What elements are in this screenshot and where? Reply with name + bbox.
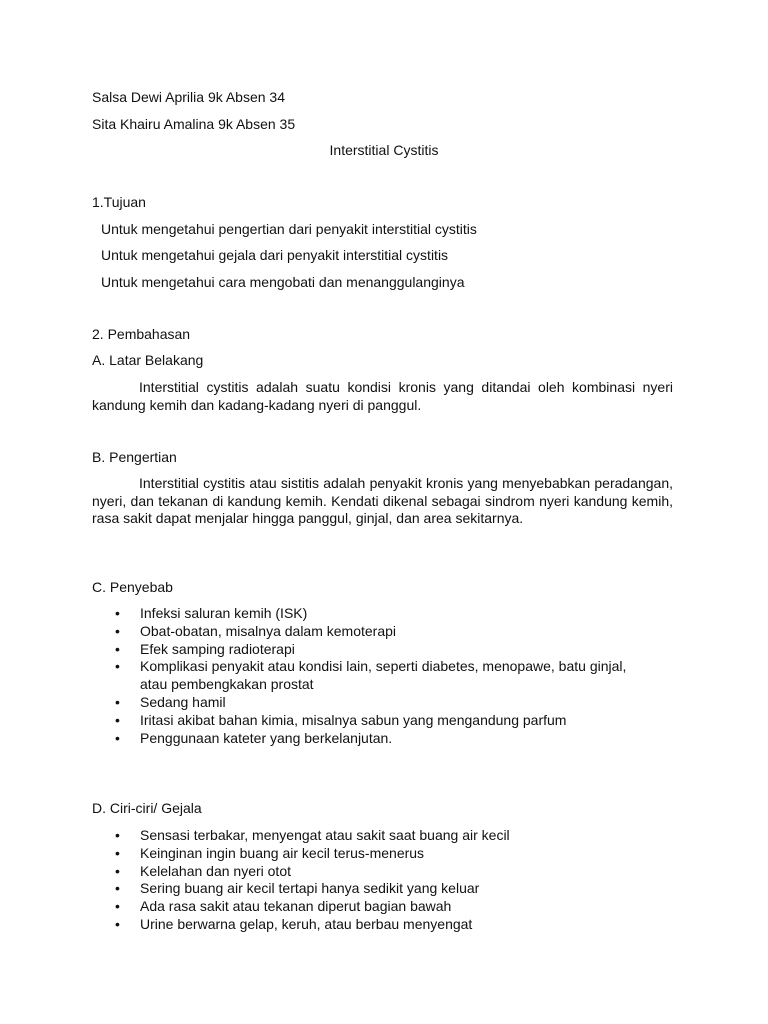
list-item: • Urine berwarna gelap, keruh, atau berbau menyengat	[115, 915, 473, 932]
bullet-icon: •	[115, 640, 120, 657]
penyebab-list	[92, 605, 673, 747]
list-item: • Kelelahan dan nyeri otot	[115, 862, 291, 879]
subheading-gejala: D. Ciri-ciri/ Gejala	[92, 800, 202, 816]
section-heading-pembahasan: 2. Pembahasan	[92, 326, 191, 342]
list-item: • Sedang hamil	[115, 693, 226, 710]
author-line-2: Sita Khairu Amalina 9k Absen 35	[92, 116, 296, 132]
bullet-icon: •	[115, 827, 120, 843]
tujuan-item: Untuk mengetahui cara mengobati dan menanggulanginya	[101, 274, 465, 290]
bullet-icon: •	[115, 711, 120, 728]
bullet-icon: •	[115, 622, 120, 639]
subheading-latar-belakang: A. Latar Belakang	[92, 352, 204, 368]
list-item: • Sensasi terbakar, menyengat atau sakit saat buang air kecil	[115, 827, 510, 843]
list-item: • Ada rasa sakit atau tekanan diperut bagian bawah	[115, 898, 452, 915]
subheading-pengertian: B. Pengertian	[92, 449, 177, 465]
document-title: Interstitial Cystitis	[329, 142, 439, 158]
list-item: • Infeksi saluran kemih (ISK)	[115, 605, 308, 621]
bullet-icon: •	[115, 605, 120, 621]
list-item: • Obat-obatan, misalnya dalam kemoterapi	[115, 622, 397, 639]
bullet-icon: •	[115, 658, 120, 675]
list-item: • Keinginan ingin buang air kecil terus-menerus	[115, 844, 425, 861]
bullet-icon: •	[115, 693, 120, 710]
bullet-icon: •	[115, 898, 120, 915]
tujuan-item: Untuk mengetahui gejala dari penyakit interstitial cystitis	[101, 247, 449, 263]
list-item: • Efek samping radioterapi	[115, 640, 295, 657]
bullet-icon: •	[115, 844, 120, 861]
bullet-icon: •	[115, 915, 120, 932]
bullet-icon: •	[115, 729, 120, 746]
paragraph-latar-belakang	[92, 379, 673, 414]
section-heading-tujuan: 1.Tujuan	[92, 194, 146, 210]
paragraph-text: Interstitial cystitis adalah suatu kondisi kronis yang ditandai oleh kombinasi nyeri kandung kemih dan kadang-kadang nyeri di panggul.	[92, 379, 673, 413]
list-item-continuation: atau pembengkakan prostat	[140, 676, 314, 693]
gejala-list	[92, 827, 673, 934]
list-item: • Iritasi akibat bahan kimia, misalnya sabun yang mengandung parfum	[115, 711, 567, 728]
subheading-penyebab: C. Penyebab	[92, 579, 173, 595]
list-item: • Komplikasi penyakit atau kondisi lain, seperti diabetes, menopawe, batu ginjal, atau pembengkakan prostat	[115, 658, 627, 693]
paragraph-text: Interstitial cystitis atau sistitis adalah penyakit kronis yang menyebabkan peradangan, nyeri, dan tekanan di kandung kemih. Kendati dikenal sebagai sindrom nyeri kandung kemih, rasa sakit dapat menjalar hingga panggul, ginjal, dan area sekitarnya.	[92, 475, 673, 526]
list-item: • Penggunaan kateter yang berkelanjutan.	[115, 729, 393, 746]
bullet-icon: •	[115, 862, 120, 879]
author-line-1: Salsa Dewi Aprilia 9k Absen 34	[92, 89, 285, 105]
bullet-icon: •	[115, 880, 120, 897]
list-item: • Sering buang air kecil tertapi hanya sedikit yang keluar	[115, 880, 480, 897]
paragraph-pengertian	[92, 475, 673, 528]
tujuan-item: Untuk mengetahui pengertian dari penyakit interstitial cystitis	[101, 221, 477, 237]
